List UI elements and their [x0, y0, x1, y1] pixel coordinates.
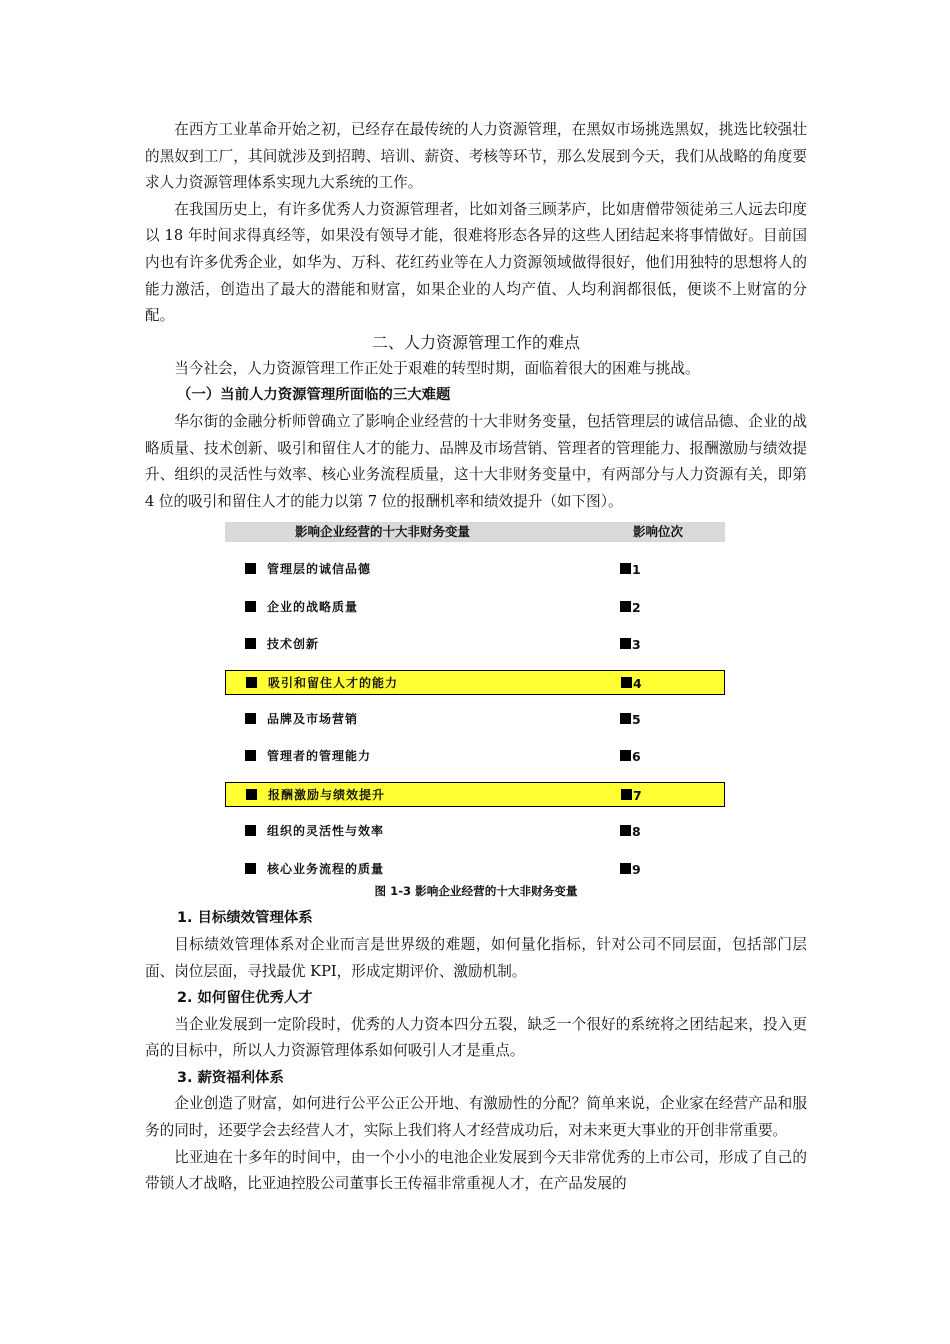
paragraph: 比亚迪在十多年的时间中，由一个小小的电池企业发展到今天非常优秀的上市公司，形成了自己的带锁人才战略，比亚迪控股公司董事长王传福非常重视人才，在产品发展的 [145, 1148, 807, 1193]
square-bullet-icon [620, 638, 631, 649]
table-row [225, 744, 725, 768]
header-variables: 影响企业经营的十大非财务变量 [295, 524, 471, 540]
subsection-title: （一）当前人力资源管理所面临的三大难题 [177, 387, 451, 404]
variable-label: 吸引和留住人才的能力 [268, 675, 399, 690]
square-bullet-icon [620, 750, 631, 761]
rank-value: 2 [632, 599, 641, 615]
variable-label: 报酬激励与绩效提升 [268, 787, 386, 802]
item-title: 3. 薪资福利体系 [177, 1069, 284, 1086]
variable-label: 企业的战略质量 [267, 599, 359, 614]
square-bullet-icon [245, 750, 256, 761]
square-bullet-icon [245, 713, 256, 724]
paragraph: 企业创造了财富，如何进行公平公正公开地、有激励性的分配？简单来说，企业家在经营产品和服务的同时，还要学会去经营人才，实际上我们将人才经营成功后，对未来更大事业的开创非常重要。 [145, 1095, 807, 1140]
variable-label: 品牌及市场营销 [267, 711, 359, 726]
item-title: 1. 目标绩效管理体系 [177, 910, 313, 927]
table-row-highlighted [225, 782, 725, 807]
square-bullet-icon [620, 825, 631, 836]
square-bullet-icon [246, 677, 257, 688]
rank-value: 1 [632, 562, 641, 578]
square-bullet-icon [246, 789, 257, 800]
figure-caption: 图 1-3 影响企业经营的十大非财务变量 [374, 884, 578, 899]
square-bullet-icon [620, 863, 631, 874]
square-bullet-icon [620, 563, 631, 574]
document-page [145, 117, 807, 1198]
square-bullet-icon [245, 638, 256, 649]
table-header [225, 522, 725, 542]
figure [145, 515, 807, 905]
rank-value: 4 [633, 675, 642, 691]
square-bullet-icon [620, 601, 631, 612]
square-bullet-icon [245, 863, 256, 874]
variable-label: 管理者的管理能力 [267, 749, 372, 764]
rank-value: 3 [632, 637, 641, 653]
paragraph: 当企业发展到一定阶段时，优秀的人力资本四分五裂，缺乏一个很好的系统将之团结起来，投入更高的目标中，所以人力资源管理体系如何吸引人才是重点。 [145, 1015, 807, 1060]
variable-label: 组织的灵活性与效率 [267, 824, 385, 839]
table-row [225, 707, 725, 731]
variables-table [225, 522, 725, 877]
variable-label: 管理层的诚信品德 [267, 562, 372, 577]
rank-value: 8 [632, 824, 641, 840]
table-row [225, 557, 725, 581]
paragraph: 华尔街的金融分析师曾确立了影响企业经营的十大非财务变量，包括管理层的诚信品德、企业的战略质量、技术创新、吸引和留住人才的能力、品牌及市场营销、管理者的管理能力、报酬激励与绩效提升、组织的灵活性与效率、核心业务流程质量，这十大非财务变量中，有两部分与人力资源有关，即第 4 位的吸引和留住人才的能力以第 7 位的报酬机率和绩效提升（如下图）。 [145, 412, 807, 510]
paragraph: 当今社会，人力资源管理工作正处于艰难的转型时期，面临着很大的困难与挑战。 [174, 359, 700, 377]
paragraph: 在我国历史上，有许多优秀人力资源管理者，比如刘备三顾茅庐，比如唐僧带领徒弟三人远去印度以 18 年时间求得真经等，如果没有领导才能，很难将形态各异的这些人团结起来将事情做好。目前国内也有许多优秀企业，如华为、万科、花红药业等在人力资源领域做得很好，他们用独特的思想将人的能力激活，创造出了最大的潜能和财富，如果企业的人均产值、人均利润都很低，便谈不上财富的分配。 [145, 200, 807, 325]
table-row-highlighted [225, 670, 725, 695]
item-title: 2. 如何留住优秀人才 [177, 990, 313, 1007]
paragraph: 目标绩效管理体系对企业而言是世界级的难题，如何量化指标，针对公司不同层面，包括部门层面、岗位层面，寻找最优 KPI，形成定期评价、激励机制。 [145, 935, 807, 980]
square-bullet-icon [620, 713, 631, 724]
square-bullet-icon [621, 677, 632, 688]
table-row [225, 819, 725, 843]
rank-value: 5 [632, 711, 641, 727]
section-title: 二、人力资源管理工作的难点 [371, 332, 580, 352]
table-row [225, 595, 725, 619]
variable-label: 核心业务流程的质量 [267, 861, 385, 876]
rank-value: 6 [632, 749, 641, 765]
square-bullet-icon [245, 563, 256, 574]
table-row [225, 857, 725, 881]
square-bullet-icon [621, 789, 632, 800]
rank-value: 9 [632, 861, 641, 877]
header-rank: 影响位次 [633, 524, 684, 540]
table-row [225, 632, 725, 656]
square-bullet-icon [245, 601, 256, 612]
variable-label: 技术创新 [267, 637, 320, 652]
square-bullet-icon [245, 825, 256, 836]
paragraph: 在西方工业革命开始之初，已经存在最传统的人力资源管理，在黑奴市场挑选黑奴，挑选比较强壮的黑奴到工厂，其间就涉及到招聘、培训、薪资、考核等环节，那么发展到今天，我们从战略的角度要求人力资源管理体系实现九大系统的工作。 [145, 121, 807, 192]
rank-value: 7 [633, 787, 642, 803]
